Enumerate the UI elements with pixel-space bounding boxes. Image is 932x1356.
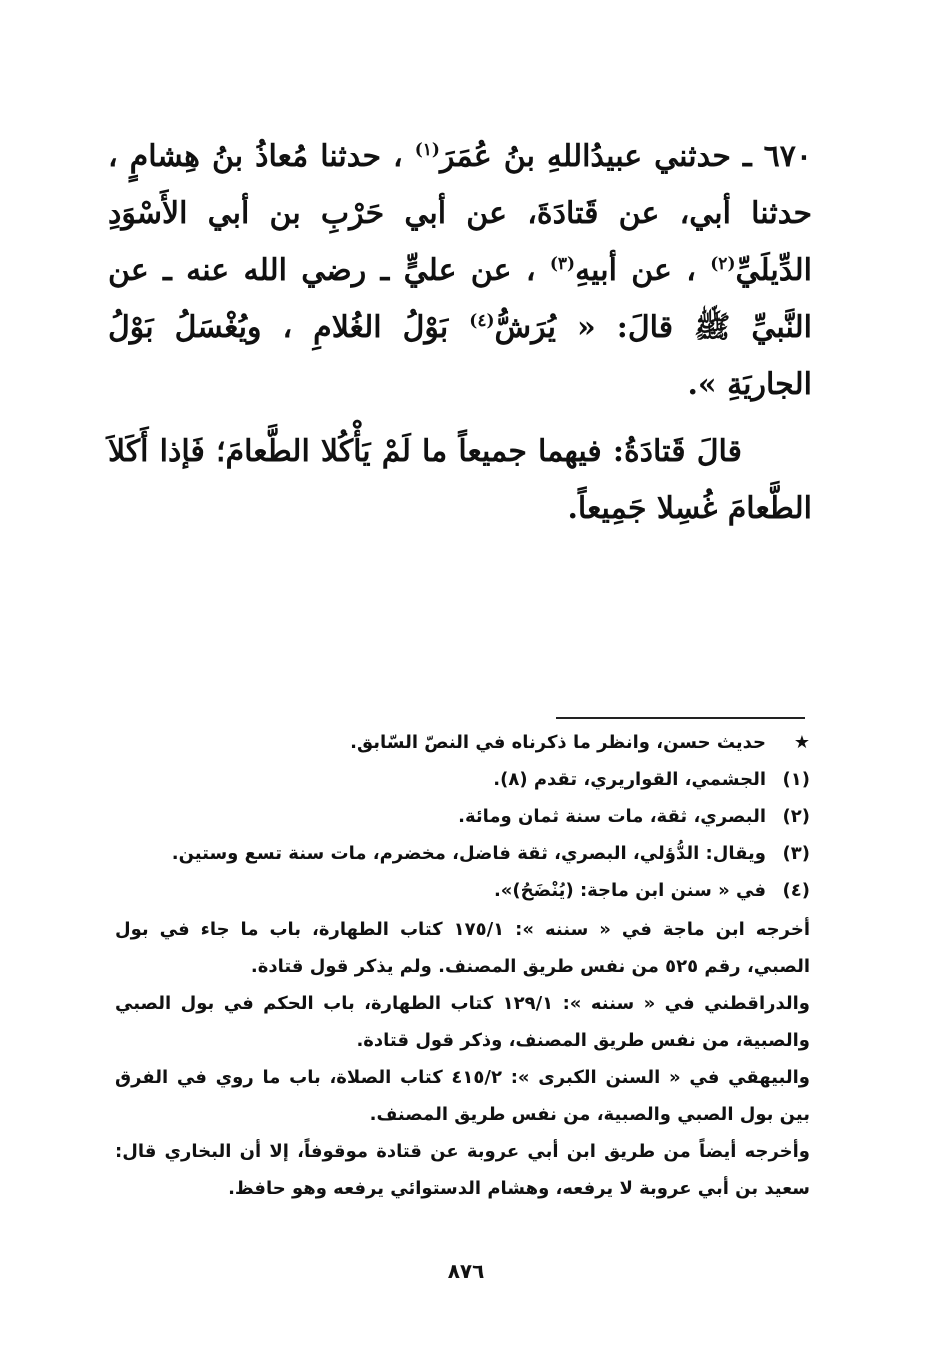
- footnote-item: [115, 798, 810, 835]
- footnote-marker: (٣): [782, 843, 810, 864]
- footnote-ref-4: (٤): [469, 311, 495, 331]
- footnote-text: الجشمي، القواريري، تقدم (٨).: [493, 769, 766, 790]
- hadith-line: ، حدثنا مُعاذُ بنُ هِشامٍ ، حدثنا أبي، عن قَتادَةَ، عن أبي حَرْبِ بن أبي الأَسْوَدِ الدِّيلَيِّ: [108, 139, 812, 288]
- footnote-item: [115, 724, 810, 761]
- footnote-divider: [556, 717, 805, 719]
- source-paragraph: والبيهقي في « السنن الكبرى »: ٤١٥/٢ كتاب الصلاة، باب ما روي في الفرق بين بول الصبي والصبية، من نفس طريق المصنف.: [115, 1067, 810, 1125]
- page-number: ٨٧٦: [447, 1259, 485, 1283]
- footnote-marker: (٤): [782, 880, 810, 901]
- hadith-line: ، عن عليٍّ ـ رضي الله عنه ـ عن النَّبيِّ ﷺ قالَ: « يُرَشُّ: [108, 253, 813, 345]
- hadith-paragraph: [108, 128, 812, 413]
- footnote-item: [115, 761, 810, 798]
- footnote-marker: (١): [782, 769, 810, 790]
- hadith-text: [108, 128, 812, 537]
- footnote-item: [115, 835, 810, 872]
- footnote-text: ويقال: الدُّؤلي، البصري، ثقة فاضل، مخضرم، مات سنة تسع وستين.: [171, 843, 766, 864]
- footnote-text: البصري، ثقة، مات سنة ثمان ومائة.: [458, 806, 766, 827]
- footnote-item: [115, 872, 810, 909]
- footnote-text: حديث حسن، وانظر ما ذكرناه في النصّ السّابق.: [350, 732, 766, 753]
- hadith-line: ٦٧٠ ـ حدثني عبيدُاللهِ بنُ عُمَرَ: [439, 139, 812, 174]
- hadith-line: بَوْلُ الغُلامِ ، ويُغْسَلُ بَوْلُ الجاريَةِ ».: [108, 310, 812, 402]
- takhrij-sources: [115, 911, 810, 1207]
- qatada-paragraph: قالَ قَتادَةُ: فيهما جميعاً ما لَمْ يَأْكُلا الطَّعامَ؛ فَإذا أَكَلاَ الطَّعامَ غُسِلا جَمِيعاً.: [108, 434, 812, 526]
- source-paragraph: والدراقطني في « سننه »: ١٢٩/١ كتاب الطهارة، باب الحكم في بول الصبي والصبية، من نفس طريق المصنف، وذكر قول قتادة.: [115, 993, 810, 1051]
- hadith-line: ، عن أبيهِ: [575, 253, 696, 288]
- source-paragraph: أخرجه ابن ماجة في « سننه »: ١٧٥/١ كتاب الطهارة، باب ما جاء في بول الصبي، رقم ٥٢٥ من نفس طريق المصنف. ولم يذكر قول قتادة.: [115, 919, 810, 977]
- footnote-ref-3: (٣): [549, 254, 576, 274]
- footnotes-section: [115, 724, 810, 1207]
- footnote-ref-1: (١): [414, 140, 440, 160]
- footnote-marker: (٢): [782, 806, 810, 827]
- footnote-marker: ★: [793, 732, 810, 753]
- footnote-ref-2: (٢): [710, 254, 736, 274]
- source-paragraph: وأخرجه أيضاً من طريق ابن أبي عروبة عن قتادة موقوفاً، إلا أن البخاري قال: سعيد بن أبي عروبة لا يرفعه، وهشام الدستوائي يرفعه وهو حافظ.: [115, 1141, 810, 1199]
- footnote-text: في « سنن ابن ماجة: (يُنْضَحُ)».: [493, 880, 766, 901]
